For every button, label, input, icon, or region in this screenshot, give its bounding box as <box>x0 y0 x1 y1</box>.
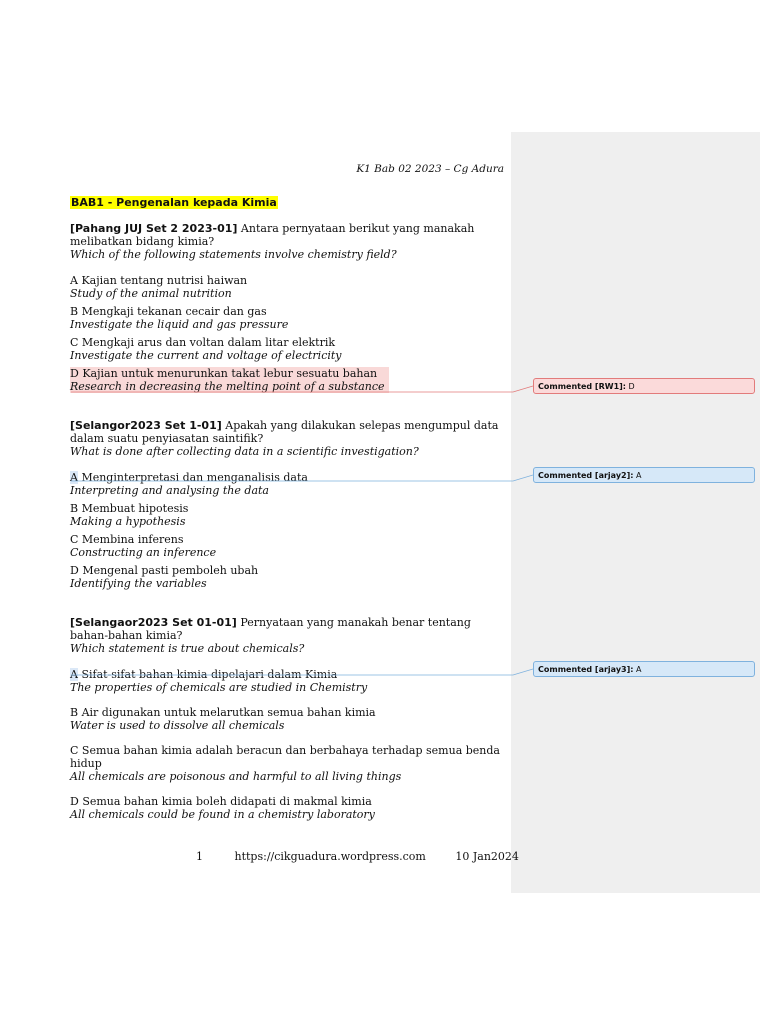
option-text-rest: Sifat-sifat bahan kimia dipelajari dalam Kimia <box>77 668 338 681</box>
page-header: K1 Bab 02 2023 – Cg Adura <box>356 163 504 175</box>
question-2-option-a <box>70 471 510 497</box>
comment-text: A <box>636 665 642 674</box>
option-en: Investigate the liquid and gas pressure <box>70 318 289 331</box>
question-1-ref: [Pahang JUJ Set 2 2023-01] <box>70 222 238 235</box>
option-text: D Mengenal pasti pemboleh ubah <box>70 564 259 577</box>
footer-url[interactable]: https://cikguadura.wordpress.com <box>234 850 426 863</box>
question-2-option-c <box>70 533 510 559</box>
option-text: D Semua bahan kimia boleh didapati di makmal kimia <box>70 795 372 808</box>
question-1-option-d <box>70 367 510 393</box>
comment-text: D <box>628 382 635 391</box>
question-3-option-c <box>70 744 510 783</box>
option-text: B Mengkaji tekanan cecair dan gas <box>70 305 267 318</box>
section-title-line <box>70 196 510 209</box>
question-3-text: Pernyataan yang manakah benar tentang bahan-bahan kimia? <box>70 616 471 642</box>
question-1-option-a <box>70 274 510 300</box>
question-2-en: What is done after collecting data in a scientific investigation? <box>70 445 419 458</box>
page-number: 1 <box>196 850 203 863</box>
question-2-option-b <box>70 502 510 528</box>
question-3-option-b <box>70 706 510 732</box>
comment-balloon-rw1[interactable] <box>533 378 755 394</box>
comment-label: Commented [RW1]: <box>538 382 626 391</box>
option-text <box>70 471 510 484</box>
option-text: C Mengkaji arus dan voltan dalam litar elektrik <box>70 336 336 349</box>
comment-text: A <box>636 471 642 480</box>
comment-label: Commented [arjay3]: <box>538 665 634 674</box>
option-text: C Membina inferens <box>70 533 184 546</box>
question-1-option-c <box>70 336 510 362</box>
option-en: Identifying the variables <box>70 577 207 590</box>
option-en: Investigate the current and voltage of electricity <box>70 349 342 362</box>
comment-balloon-arjay2[interactable] <box>533 467 755 483</box>
option-en: Water is used to dissolve all chemicals <box>70 719 285 732</box>
option-text <box>70 668 510 681</box>
option-en: All chemicals could be found in a chemistry laboratory <box>70 808 375 821</box>
question-1-option-b <box>70 305 510 331</box>
question-3-option-d <box>70 795 510 821</box>
footer-date: 10 Jan2024 <box>455 850 519 863</box>
option-en: Interpreting and analysing the data <box>70 484 269 497</box>
option-text: B Membuat hipotesis <box>70 502 189 515</box>
question-2 <box>70 419 510 590</box>
question-3-ref: [Selangaor2023 Set 01-01] <box>70 616 237 629</box>
option-text: D Kajian untuk menurunkan takat lebur sesuatu bahan <box>70 367 378 380</box>
question-2-ref: [Selangor2023 Set 1-01] <box>70 419 222 432</box>
question-3 <box>70 616 510 821</box>
option-en: Constructing an inference <box>70 546 217 559</box>
option-text: C Semua bahan kimia adalah beracun dan berbahaya terhadap semua benda hidup <box>70 744 500 770</box>
option-text: B Air digunakan untuk melarutkan semua bahan kimia <box>70 706 376 719</box>
question-1-text: Antara pernyataan berikut yang manakah melibatkan bidang kimia? <box>70 222 475 248</box>
option-en: Making a hypothesis <box>70 515 186 528</box>
option-en: All chemicals are poisonous and harmful to all living things <box>70 770 402 783</box>
comment-balloon-arjay3[interactable] <box>533 661 755 677</box>
question-3-en: Which statement is true about chemicals? <box>70 642 305 655</box>
option-en: The properties of chemicals are studied in Chemistry <box>70 681 368 694</box>
option-letter-highlight[interactable]: A <box>70 471 78 484</box>
comment-label: Commented [arjay2]: <box>538 471 634 480</box>
section-title: BAB1 - Pengenalan kepada Kimia <box>71 196 277 209</box>
option-d-highlight[interactable] <box>70 367 389 393</box>
option-text-rest: Menginterpretasi dan menganalisis data <box>77 471 308 484</box>
option-text: A Kajian tentang nutrisi haiwan <box>70 274 248 287</box>
question-1-en: Which of the following statements involve chemistry field? <box>70 248 397 261</box>
document-body <box>70 196 510 821</box>
page-footer <box>196 850 519 863</box>
question-1 <box>70 222 510 393</box>
option-letter-highlight[interactable]: A <box>70 668 78 681</box>
option-en: Research in decreasing the melting point of a substance <box>70 380 385 393</box>
question-3-stem <box>70 616 510 655</box>
question-2-text: Apakah yang dilakukan selepas mengumpul data dalam suatu penyiasatan saintifik? <box>70 419 499 445</box>
question-3-option-a <box>70 668 510 694</box>
question-2-option-d <box>70 564 510 590</box>
question-1-stem <box>70 222 510 261</box>
comment-pane <box>511 132 760 893</box>
question-2-stem <box>70 419 510 458</box>
option-en: Study of the animal nutrition <box>70 287 232 300</box>
